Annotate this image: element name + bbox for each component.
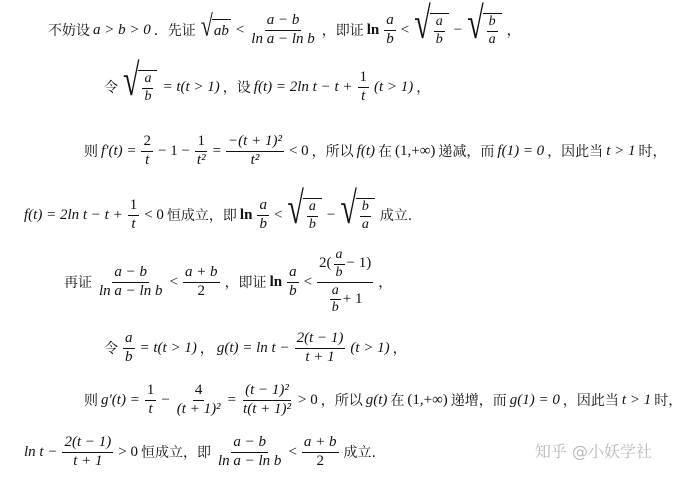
minus-sign: −	[453, 21, 463, 38]
function-g-definition: g(t) = ln t −	[216, 339, 290, 356]
minus-one-minus: − 1 −	[157, 142, 190, 159]
proof-line-2	[104, 56, 431, 112]
lt-sign: <	[288, 443, 297, 460]
comma: ，	[392, 341, 407, 357]
fraction-g-term	[295, 331, 346, 366]
text-let: 令	[104, 80, 118, 96]
numerator: a	[330, 284, 341, 301]
denominator: t + 1	[305, 348, 335, 365]
text-then: 则	[84, 393, 98, 409]
numerator: a	[123, 331, 135, 349]
text-suppose: 不妨设	[48, 23, 90, 39]
comma: ，	[378, 275, 393, 291]
fraction-a-over-b	[384, 13, 396, 48]
text-let: 令	[104, 341, 118, 357]
numerator: a	[142, 72, 153, 89]
fraction-a-over-b	[307, 200, 318, 232]
numerator: a	[384, 13, 396, 31]
fraction-compound	[317, 248, 373, 316]
fraction-log-mean	[249, 13, 316, 48]
text-i-e-prove: ，即证	[224, 275, 267, 291]
fraction-1-over-t2	[195, 134, 208, 169]
sqrt-a-over-b	[287, 184, 321, 234]
denominator: t²	[250, 151, 260, 168]
fraction-log-mean	[216, 435, 283, 470]
text-so: ，所以	[320, 393, 363, 409]
t-gt-1: t > 1	[621, 391, 652, 408]
proof-line-8	[24, 430, 376, 474]
lt-zero: < 0	[288, 142, 309, 159]
radical-sign-icon: √	[200, 8, 213, 43]
numerator: a	[257, 198, 269, 216]
interval: (1,+∞)	[395, 142, 436, 159]
lt-sign: <	[169, 273, 178, 290]
sqrt-a-over-b	[414, 0, 448, 49]
denominator: ln a − ln b	[217, 452, 282, 469]
sqrt-b-over-a	[340, 184, 374, 234]
denominator: t + 1	[73, 452, 103, 469]
fraction-derivative-result	[241, 383, 293, 418]
denominator: t	[361, 87, 366, 104]
fraction-derivative-result	[226, 134, 284, 169]
gt-zero: > 0	[297, 391, 318, 408]
denominator: t²	[196, 151, 206, 168]
numerator: a − b	[231, 435, 268, 453]
minus-sign: −	[161, 391, 170, 408]
numerator: 1	[195, 134, 207, 152]
fraction-arithmetic-mean	[183, 265, 220, 300]
domain-condition: (t > 1)	[374, 78, 414, 95]
radical-sign-icon: √	[467, 0, 484, 49]
g-at-1: g(1) = 0	[509, 391, 560, 408]
text-when: 时，	[638, 144, 667, 160]
denominator: (t + 1)²	[176, 400, 221, 417]
denominator: ln a − ln b	[251, 30, 315, 47]
fraction-a-over-b	[434, 15, 445, 47]
radical-sign-icon: √	[340, 184, 357, 234]
compound-denominator	[326, 283, 365, 316]
denominator: ln a − ln b	[99, 282, 163, 299]
numerator: a	[334, 248, 345, 265]
suffix: − 1)	[346, 255, 372, 272]
denominator: b	[331, 300, 339, 316]
fraction-b-over-a	[487, 15, 498, 47]
text-when: 时，	[654, 393, 682, 409]
proof-line-6	[104, 328, 407, 368]
text-increasing: 递增，而	[450, 393, 507, 409]
proof-line-1	[48, 0, 521, 55]
sqrt-b-over-a	[467, 0, 501, 49]
gt-zero: > 0	[118, 443, 138, 460]
equals-t-condition: = t(t > 1)	[162, 78, 220, 95]
lt-sign: <	[235, 21, 245, 38]
text-always-holds: 恒成立，即	[166, 208, 237, 224]
comma: ，	[506, 23, 521, 39]
sqrt-ab	[200, 8, 231, 43]
denominator: t	[131, 215, 136, 232]
fraction-a-over-b	[330, 284, 341, 316]
condition-a-gt-b-gt-0: a > b > 0	[93, 21, 151, 38]
fraction-1-over-t	[128, 198, 140, 233]
numerator: 2(t − 1)	[295, 331, 346, 349]
ln-operator: ln	[366, 21, 380, 38]
denominator: a	[488, 31, 496, 47]
text-now-prove: 再证	[64, 275, 92, 291]
denominator: b	[125, 348, 133, 365]
radical-sign-icon: √	[287, 184, 304, 234]
radicand-ab: ab	[213, 22, 229, 39]
fraction-b-over-a	[360, 200, 371, 232]
numerator: a − b	[265, 13, 302, 31]
text-on: 在	[378, 144, 392, 160]
function-f: f(t)	[356, 142, 375, 159]
numerator: a	[307, 200, 318, 217]
text-so: ，所以	[311, 144, 354, 160]
equals-sign: =	[212, 142, 222, 159]
comma: ，	[416, 80, 431, 96]
fraction-arithmetic-mean	[302, 435, 339, 470]
text-always-holds: 恒成立，即	[140, 445, 211, 461]
denominator: b	[386, 30, 394, 47]
denominator: b	[144, 88, 152, 104]
denominator: a	[361, 216, 369, 232]
suffix: + 1	[342, 290, 363, 307]
ln-operator: ln	[269, 273, 283, 290]
text-i-e-prove: ，即证	[321, 23, 364, 39]
text-then: 则	[84, 144, 98, 160]
t-gt-1: t > 1	[606, 142, 636, 159]
function-f-definition: f(t) = 2ln t − t +	[24, 206, 123, 223]
compound-numerator	[317, 248, 373, 282]
text-decreasing: 递减，而	[438, 144, 495, 160]
ln-t-minus: ln t −	[24, 443, 58, 460]
ln-operator: ln	[239, 206, 253, 223]
minus-sign: −	[326, 206, 336, 223]
numerator: 2	[141, 134, 153, 152]
watermark-text: 知乎 @小妖学社	[534, 442, 652, 461]
text-first-prove: ．先证	[153, 23, 196, 39]
sqrt-a-over-b	[123, 56, 157, 106]
fraction-2-over-t	[141, 134, 153, 169]
numerator: b	[360, 200, 371, 217]
prefix: 2(	[319, 255, 332, 272]
domain-condition: (t > 1)	[350, 339, 390, 356]
denominator: t	[148, 400, 153, 417]
fraction-1-over-t	[145, 383, 157, 418]
text-set: ，设	[222, 80, 251, 96]
text-therefore-when: ，因此当	[547, 144, 604, 160]
f-at-1: f(1) = 0	[497, 142, 545, 159]
numerator: a	[434, 15, 445, 32]
denominator: t	[145, 151, 150, 168]
denominator: 2	[197, 282, 205, 299]
denominator: b	[259, 215, 267, 232]
denominator: b	[435, 31, 443, 47]
comma: ，	[199, 341, 214, 357]
lt-zero: < 0	[144, 206, 164, 223]
equals-sign: =	[227, 391, 237, 408]
radical-sign-icon: √	[123, 56, 140, 106]
function-f-definition: f(t) = 2ln t − t +	[253, 78, 353, 95]
numerator: a	[287, 265, 299, 283]
watermark	[535, 439, 652, 462]
proof-line-5	[64, 247, 393, 316]
text-holds: 成立.	[343, 445, 376, 461]
fraction-log-mean	[97, 265, 164, 300]
fraction-4-term	[175, 383, 223, 418]
fraction-a-over-b	[142, 72, 153, 104]
numerator: 1	[358, 70, 370, 88]
radical-sign-icon: √	[414, 0, 431, 49]
function-g: g(t)	[365, 391, 388, 408]
fraction-g-term	[62, 435, 113, 470]
fraction-a-over-b	[257, 198, 269, 233]
lt-sign: <	[400, 21, 410, 38]
text-therefore-when: ，因此当	[562, 393, 619, 409]
fraction-a-over-b	[123, 331, 135, 366]
numerator: 1	[128, 198, 140, 216]
denominator: b	[335, 264, 343, 280]
denominator: t(t + 1)²	[243, 400, 291, 417]
proof-line-4	[24, 184, 413, 240]
fraction-a-over-b	[287, 265, 299, 300]
proof-line-3	[84, 128, 666, 174]
interval: (1,+∞)	[407, 391, 448, 408]
denominator: b	[308, 216, 316, 232]
numerator: 2(t − 1)	[62, 435, 113, 453]
lt-sign: <	[273, 206, 283, 223]
equals-t-condition: = t(t > 1)	[139, 339, 197, 356]
text-holds: 成立.	[379, 208, 413, 224]
derivative-f: f′(t) =	[101, 142, 137, 159]
text-on: 在	[390, 393, 405, 409]
numerator: a − b	[112, 265, 149, 283]
proof-line-7	[84, 378, 682, 422]
numerator: 4	[193, 383, 205, 401]
fraction-a-over-b	[334, 248, 345, 280]
denominator: 2	[316, 452, 324, 469]
numerator: 1	[145, 383, 157, 401]
numerator: (t − 1)²	[243, 383, 291, 401]
numerator: a + b	[302, 435, 339, 453]
denominator: b	[289, 282, 297, 299]
numerator: a + b	[183, 265, 220, 283]
numerator: b	[487, 15, 498, 32]
fraction-1-over-t	[358, 70, 370, 105]
lt-sign: <	[303, 273, 313, 290]
derivative-g: g′(t) =	[101, 391, 140, 408]
numerator: −(t + 1)²	[226, 134, 284, 152]
